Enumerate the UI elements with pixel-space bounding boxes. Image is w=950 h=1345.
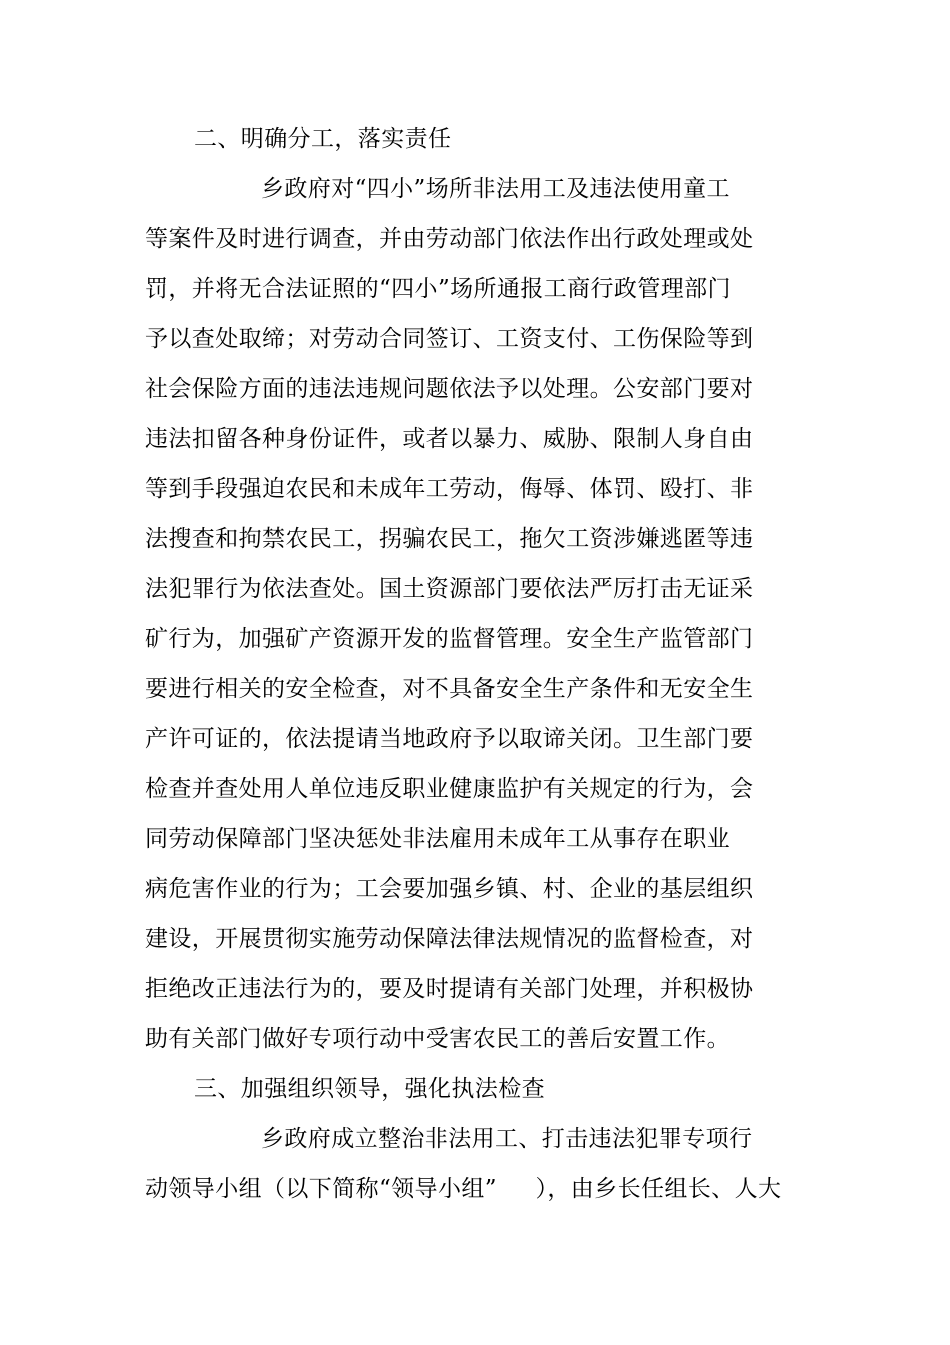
paragraph-line: 违法扣留各种身份证件，或者以暴力、威胁、限制人身自由	[145, 426, 754, 452]
paragraph-line: 法犯罪行为依法查处。国土资源部门要依法严厉打击无证采	[145, 576, 754, 602]
paragraph-line: 等到手段强迫农民和未成年工劳动，侮辱、体罚、殴打、非	[145, 476, 754, 502]
paragraph-line: 等案件及时进行调查，并由劳动部门依法作出行政处理或处	[145, 226, 754, 252]
paragraph-line: 社会保险方面的违法违规问题依法予以处理。公安部门要对	[145, 376, 754, 402]
paragraph-line: 乡政府对“四小”场所非法用工及违法使用童工	[261, 176, 730, 202]
paragraph-line: 拒绝改正违法行为的，要及时提请有关部门处理，并积极协	[145, 976, 754, 1002]
paragraph-line: 动领导小组（以下简称“领导小组” ），由乡长任组长、人大	[145, 1176, 782, 1202]
paragraph-line: 助有关部门做好专项行动中受害农民工的善后安置工作。	[145, 1026, 730, 1052]
paragraph-line: 要进行相关的安全检查，对不具备安全生产条件和无安全生	[145, 676, 754, 702]
paragraph-line: 病危害作业的行为；工会要加强乡镇、村、企业的基层组织	[145, 876, 754, 902]
section-heading-3: 三、加强组织领导，强化执法检查	[194, 1076, 545, 1102]
paragraph-line: 予以查处取缔；对劳动合同签订、工资支付、工伤保险等到	[145, 326, 754, 352]
paragraph-line: 同劳动保障部门坚决惩处非法雇用未成年工从事存在职业	[145, 826, 730, 852]
paragraph-line: 建设，开展贯彻实施劳动保障法律法规情况的监督检查，对	[145, 926, 754, 952]
section-heading-2: 二、明确分工，落实责任	[194, 126, 452, 152]
paragraph-line: 法搜查和拘禁农民工，拐骗农民工，拖欠工资涉嫌逃匿等违	[145, 526, 754, 552]
paragraph-line: 罚，并将无合法证照的“四小”场所通报工商行政管理部门	[145, 276, 731, 302]
paragraph-line: 矿行为，加强矿产资源开发的监督管理。安全生产监管部门	[145, 626, 754, 652]
paragraph-line: 产许可证的，依法提请当地政府予以取谛关闭。卫生部门要	[145, 726, 754, 752]
paragraph-line: 检查并查处用人单位违反职业健康监护有关规定的行为，会	[145, 776, 754, 802]
paragraph-line: 乡政府成立整治非法用工、打击违法犯罪专项行	[261, 1126, 753, 1152]
